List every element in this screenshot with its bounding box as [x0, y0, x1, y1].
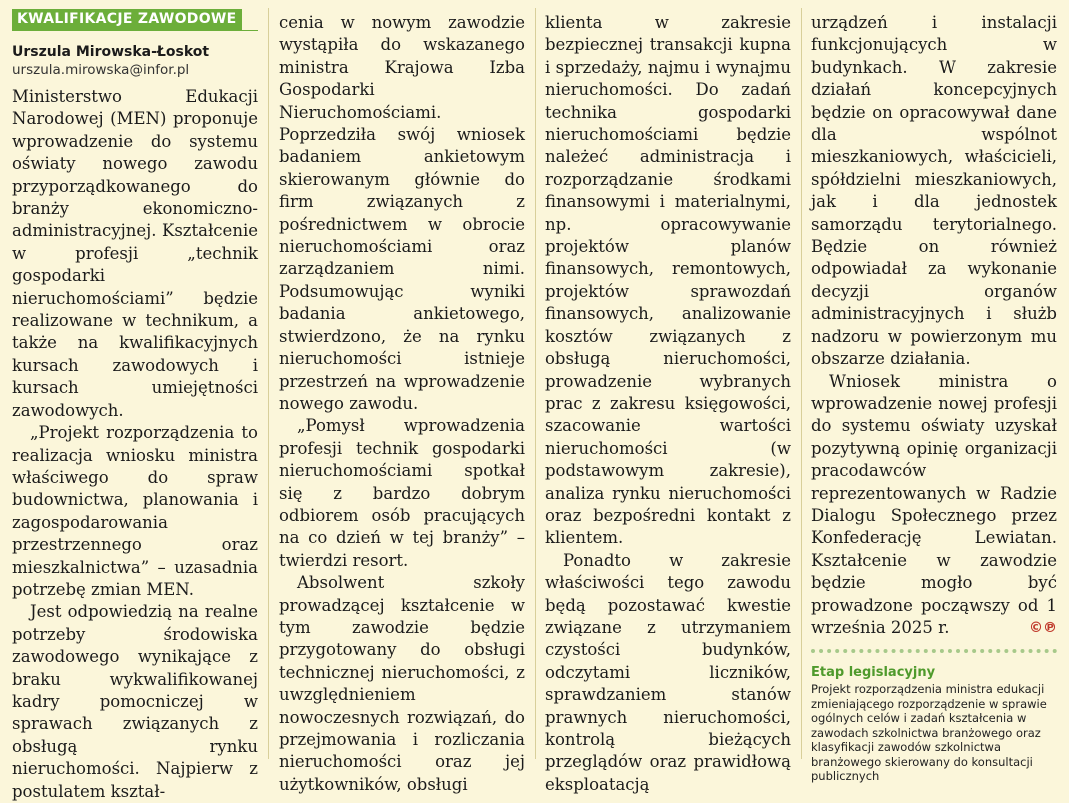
paragraph: Absolwent szkoły prowadzącej kształcenie w tym zawodzie będzie przygotowany do obsługi technicznej nieruchomości, z uwzględnieniem nowoczesnych rozwiązań, do przejmowania i rozliczania nieruchomości oraz jej użytkowników, obsługi	[279, 573, 525, 794]
section-tag: KWALIFIKACJE ZAWODOWE	[12, 9, 242, 30]
paragraph	[811, 371, 1057, 640]
section-tag-line	[12, 30, 258, 31]
author-email[interactable]: urszula.mirowska@infor.pl	[12, 62, 190, 78]
column-4	[811, 0, 1057, 784]
paragraph: „Pomysł wprowadzenia profesji technik gospodarki nieruchomościami spotkał się z bardzo dobrym odbiorem osób pracujących na co dzień w tej branży” – twierdzi resort.	[279, 416, 525, 570]
paragraph: Jest odpowiedzią na realne potrzeby środowiska zawodowego wynikające z braku wykwalifikowanej kadry pomocniczej w sprawach związanych z obsługą rynku nieruchomości. Najpierw z postulatem kształ-	[12, 602, 258, 801]
paragraph-text: Wniosek ministra o wprowadzenie nowej profesji do systemu oświaty uzyskał pozytywną opinię organizacji pracodawców reprezentowanych w Radzie Dialogu Społecznego przez Konfederację Lewiatan. Kształcenie w zawodzie będzie mogło być prowadzone począwszy od 1 września 2025 r.	[811, 371, 1057, 637]
paragraph: klienta w zakresie bezpiecznej transakcji kupna i sprzedaży, najmu i wynajmu nieruchomości. Do zadań technika gospodarki nieruchomościami będzie należeć administracja i rozporządzanie środkami finansowymi i materialnymi, np. opracowywanie projektów planów finansowych, remontowych, projektów sprawozdań finansowych, analizowanie kosztów związanych z obsługą nieruchomości, prowadzenie wybranych prac z zakresu księgowości, szacowanie wartości nieruchomości (w podstawowym zakresie), analiza rynku nieruchomości oraz bezpośredni kontakt z klientem.	[545, 13, 791, 548]
column-rule	[801, 8, 802, 759]
copyright-mark: ©℗	[1029, 619, 1057, 636]
column-rule	[535, 8, 536, 759]
sidebar-box-text: Projekt rozporządzenia ministra edukacji zmieniającego rozporządzenie w sprawie ogólnych celów i zadań kształcenia w zawodach szkolnictwa branżowego oraz klasyfikacji zawodów szkolnictwa branżowego skierowany do konsultacji publicznych	[811, 682, 1047, 784]
paragraph: Ministerstwo Edukacji Narodowej (MEN) proponuje wprowadzenie do systemu oświaty nowego zawodu przyporządkowanego do branży ekonomiczno-administracyjnej. Kształcenie w profesji „technik gospodarki nieruchomościami” będzie realizowane w technikum, a także na kwalifikacyjnych kursach zawodowych i kursach umiejętności zawodowych.	[12, 87, 258, 420]
paragraph: „Projekt rozporządzenia to realizacja wniosku ministra właściwego do spraw budownictwa, planowania i zagospodarowania przestrzennego oraz mieszkalnictwa” – uzasadnia potrzebę zmian MEN.	[12, 423, 258, 599]
column-3	[545, 0, 791, 794]
paragraph: Ponadto w zakresie właściwości tego zawodu będą pozostawać kwestie związane z utrzymaniem czystości budynków, odczytami liczników, sprawdzaniem stanów prawnych nieruchomości, kontrolą bieżących przeglądów oraz prawidłową eksploatacją	[545, 550, 791, 794]
column-rule	[268, 8, 269, 759]
sidebar-box-title: Etap legislacyjny	[811, 665, 936, 681]
author-name: Urszula Mirowska-Łoskot	[12, 44, 210, 60]
column-1	[12, 0, 258, 801]
paragraph: cenia w nowym zawodzie wystąpiła do wskazanego ministra Krajowa Izba Gospodarki Nieruchomościami. Poprzedziła swój wniosek badaniem ankietowym skierowanym głównie do firm związanych z pośrednictwem w obrocie nieruchomościami oraz zarządzaniem nimi. Podsumowując wyniki badania ankietowego, stwierdzono, że na rynku nieruchomości istnieje przestrzeń na wprowadzenie nowego zawodu.	[279, 13, 525, 413]
column-2	[279, 0, 525, 794]
paragraph: urządzeń i instalacji funkcjonujących w budynkach. W zakresie działań koncepcyjnych będzie on opracowywał dane dla wspólnot mieszkaniowych, właścicieli, spółdzielni mieszkaniowych, jak i dla jednostek samorządu terytorialnego. Będzie on również odpowiadał za wykonanie decyzji organów administracyjnych i służb nadzoru w powierzonym mu obszarze działania.	[811, 13, 1057, 369]
box-separator	[811, 649, 1057, 653]
